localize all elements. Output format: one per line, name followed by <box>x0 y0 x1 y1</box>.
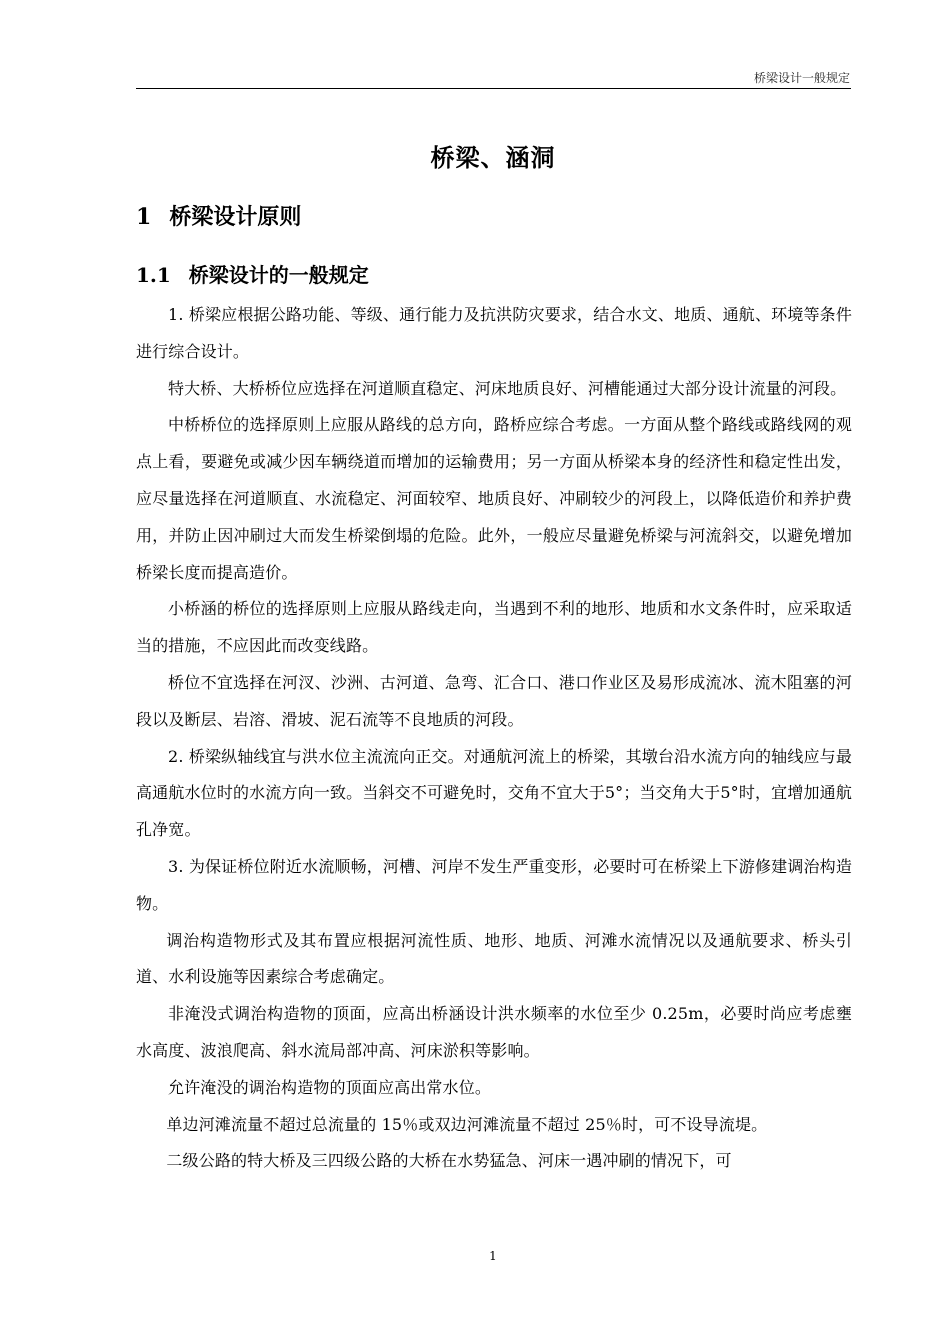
paragraph: 调治构造物形式及其布置应根据河流性质、地形、地质、河滩水流情况以及通航要求、桥头引道、水利设施等因素综合考虑确定。 <box>136 930 852 987</box>
paragraph: 单边河滩流量不超过总流量的 15％或双边河滩流量不超过 25％时，可不设导流堤。 <box>166 1114 768 1134</box>
header-rule <box>136 88 851 89</box>
running-header: 桥梁设计一般规定 <box>753 71 850 85</box>
page-number: 1 <box>489 1249 497 1263</box>
paragraph: 1. 桥梁应根据公路功能、等级、通行能力及抗洪防灾要求，结合水文、地质、通航、环境等条件进行综合设计。 <box>136 305 852 361</box>
paragraph: 非淹没式调治构造物的顶面，应高出桥涵设计洪水频率的水位至少 0.25m，必要时尚应考虑壅水高度、波浪爬高、斜水流局部冲高、河床淤积等影响。 <box>136 1004 852 1060</box>
body-text <box>136 297 852 1180</box>
paragraph: 小桥涵的桥位的选择原则上应服从路线走向，当遇到不利的地形、地质和水文条件时，应采取适当的措施，不应因此而改变线路。 <box>136 599 852 656</box>
section-number: 1 <box>136 204 152 230</box>
section-heading <box>136 200 301 234</box>
paragraph: 中桥桥位的选择原则上应服从路线的总方向，路桥应综合考虑。一方面从整个路线或路线网的观点上看，要避免或减少因车辆绕道而增加的运输费用；另一方面从桥梁本身的经济性和稳定性出发，应尽量选择在河道顺直、水流稳定、河面较窄、地质良好、冲刷较少的河段上，以降低造价和养护费用，并防止因冲刷过大而发生桥梁倒塌的危险。此外，一般应尽量避免桥梁与河流斜交，以避免增加桥梁长度而提高造价。 <box>136 415 852 582</box>
subsection-title: 桥梁设计的一般规定 <box>188 263 369 287</box>
section-title: 桥梁设计原则 <box>169 204 302 230</box>
paragraph: 桥位不宜选择在河汊、沙洲、古河道、急弯、汇合口、港口作业区及易形成流冰、流木阻塞的河段以及断层、岩溶、滑坡、泥石流等不良地质的河段。 <box>136 672 852 729</box>
paragraph: 3. 为保证桥位附近水流顺畅，河槽、河岸不发生严重变形，必要时可在桥梁上下游修建调治构造物。 <box>136 856 852 913</box>
paragraph: 2. 桥梁纵轴线宜与洪水位主流流向正交。对通航河流上的桥梁，其墩台沿水流方向的轴线应与最高通航水位时的水流方向一致。当斜交不可避免时，交角不宜大于5°；当交角大于5°时，宜增加通航孔净宽。 <box>136 746 852 840</box>
paragraph: 特大桥、大桥桥位应选择在河道顺直稳定、河床地质良好、河槽能通过大部分设计流量的河段。 <box>168 378 847 398</box>
subsection-heading <box>136 258 369 292</box>
document-title: 桥梁、涵洞 <box>430 143 556 172</box>
subsection-number: 1.1 <box>136 263 171 287</box>
paragraph: 二级公路的特大桥及三四级公路的大桥在水势猛急、河床一遇冲刷的情况下，可 <box>166 1151 732 1171</box>
paragraph: 允许淹没的调治构造物的顶面应高出常水位。 <box>168 1077 492 1097</box>
